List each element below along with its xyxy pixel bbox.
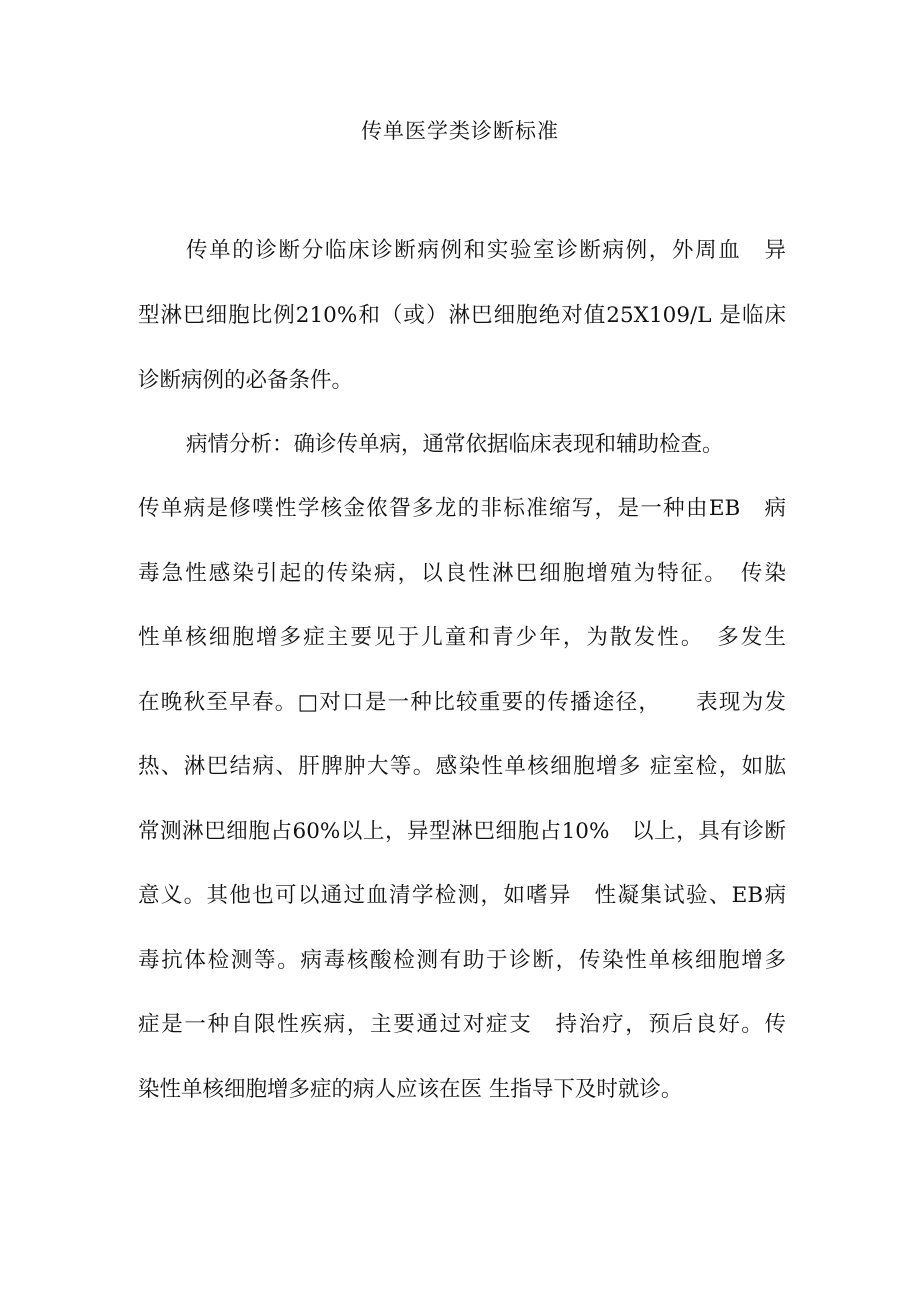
paragraph-line: 常测淋巴细胞占60%以上，异型淋巴细胞占10% 以上，具有诊断: [138, 819, 786, 844]
paragraph-line: 症是一种自限性疾病，主要通过对症支 持治疗，预后良好。传: [138, 1012, 786, 1037]
paragraph-line: 病情分析：确诊传单病，通常依据临床表现和辅助检查。: [186, 432, 724, 457]
paragraph-line: 在晚秋至早春。□对口是一种比较重要的传播途径， 表现为发: [138, 690, 786, 715]
paragraph-line: 毒急性感染引起的传染病，以良性淋巴细胞增殖为特征。 传染: [138, 561, 786, 586]
paragraph-line: 传单病是修噗性学核金侬眢多龙的非标准缩写，是一种由EB 病: [138, 496, 786, 521]
paragraph-line: 热、淋巴结病、肝脾肿大等。感染性单核细胞增多 症室检，如肱: [138, 754, 786, 779]
paragraph-line: 诊断病例的必备条件。: [138, 368, 354, 393]
paragraph-line: 意义。其他也可以通过血清学检测，如嗜异 性凝集试验、EB病: [138, 883, 786, 908]
paragraph-line: 型淋巴细胞比例210%和（或）淋巴细胞绝对值25X109/L 是临床: [138, 303, 786, 328]
paragraph-line: 性单核细胞增多症主要见于儿童和青少年，为散发性。 多发生: [138, 625, 786, 650]
paragraph-line: 毒抗体检测等。病毒核酸检测有助于诊断，传染性单核细胞增多: [138, 948, 786, 973]
paragraph-line: 传单的诊断分临床诊断病例和实验室诊断病例，外周血 异: [186, 238, 786, 263]
document-title: 传单医学类诊断标准: [361, 119, 559, 143]
paragraph-line: 染性单核细胞增多症的病人应该在医 生指导下及时就诊。: [138, 1077, 683, 1102]
